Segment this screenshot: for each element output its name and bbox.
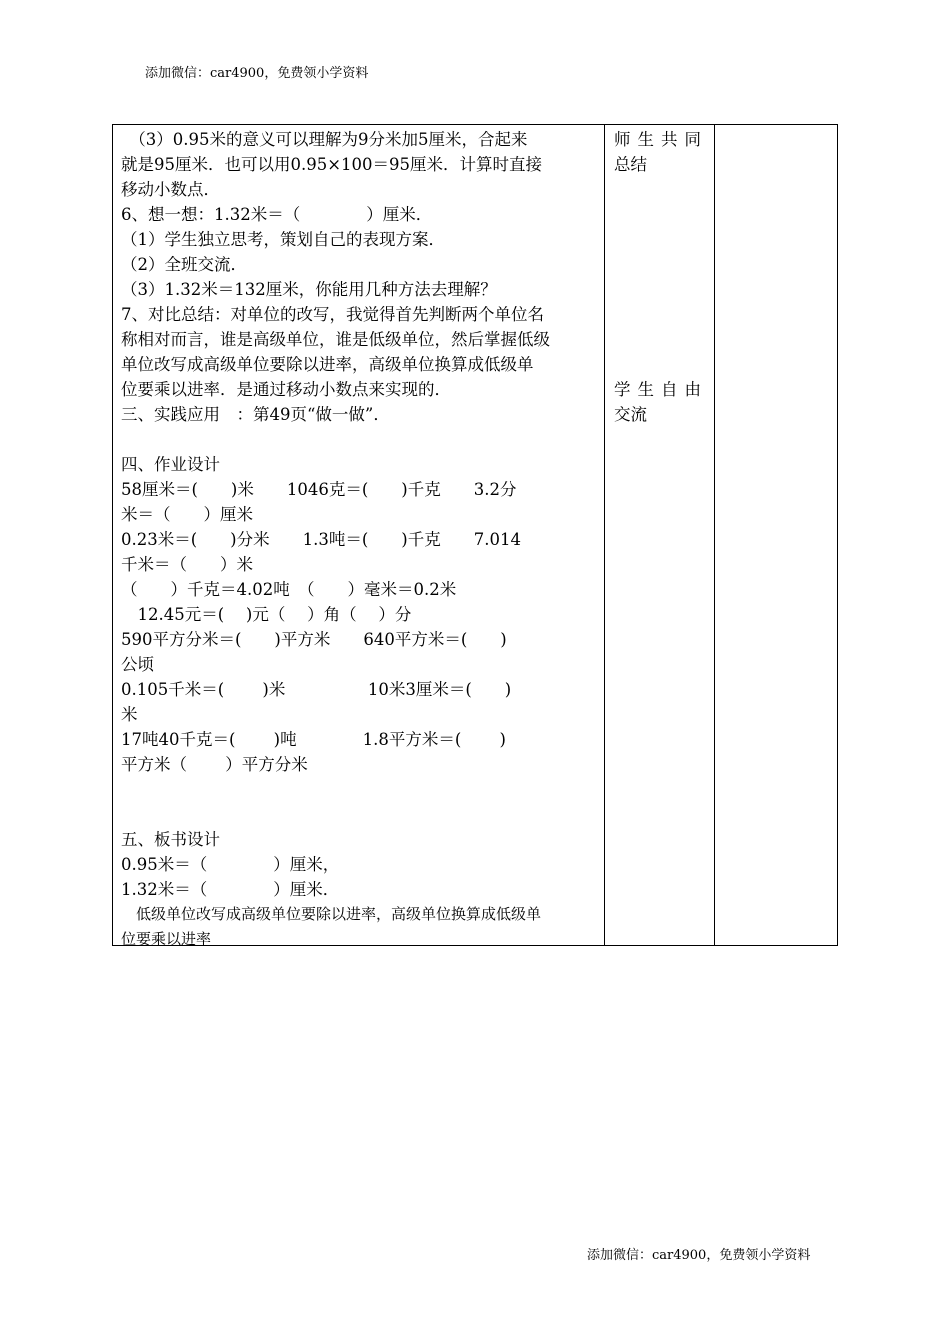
text-line: 平方米（ ）平方分米: [121, 755, 308, 774]
text-line: 位要乘以进率．是通过移动小数点来实现的．: [121, 380, 451, 399]
text-line: 低级单位改写成高级单位要除以进率，高级单位换算成低级单: [121, 905, 542, 923]
column-divider-1: [604, 125, 605, 945]
text-line: 米: [121, 705, 138, 724]
text-line: 就是95厘米．也可以用0.95×100＝95厘米．计算时直接: [121, 155, 543, 174]
text-line: （1）学生独立思考，策划自己的表现方案．: [121, 230, 445, 249]
text-line: [121, 802, 601, 827]
activity-summary-line-2: 总结: [614, 155, 647, 174]
text-line: [121, 427, 601, 452]
text-line: 三、实践应用 ：第49页“做一做”．: [121, 405, 390, 424]
text-line: 590平方分米＝( )平方米 640平方米＝( ): [121, 630, 507, 649]
text-line: 6、想一想：1.32米＝（ ）厘米．: [121, 205, 433, 224]
text-line: [121, 777, 601, 802]
lesson-plan-table: [112, 124, 838, 946]
activity-exchange-line-2: 交流: [614, 405, 647, 424]
teaching-process-column: [121, 127, 601, 952]
activity-spacer: [614, 177, 710, 377]
activity-exchange-line-1: 学生自由: [614, 380, 708, 399]
footer-note: 添加微信：car4900，免费领小学资料: [587, 1248, 811, 1263]
text-line: 五、板书设计: [121, 830, 220, 849]
text-line: （3）0.95米的意义可以理解为9分米加5厘米，合起来: [121, 130, 528, 149]
text-line: 58厘米＝( )米 1046克＝( )千克 3.2分: [121, 480, 517, 499]
text-line: 移动小数点．: [121, 180, 220, 199]
text-line: 1.32米＝（ ）厘米．: [121, 880, 340, 899]
text-line: （ ）千克＝4.02吨 （ ）毫米＝0.2米: [121, 580, 457, 599]
text-line: 四、作业设计: [121, 455, 220, 474]
student-activity-column: [614, 127, 710, 427]
text-line: 0.23米＝( )分米 1.3吨＝( )千克 7.014: [121, 530, 521, 549]
header-note: 添加微信：car4900，免费领小学资料: [145, 66, 369, 81]
text-line: 12.45元＝( )元（ ）角（ ）分: [121, 605, 412, 624]
text-line: 单位改写成高级单位要除以进率，高级单位换算成低级单: [121, 355, 534, 374]
text-line: 7、对比总结：对单位的改写，我觉得首先判断两个单位名: [121, 305, 544, 324]
text-line: 17吨40千克＝( )吨 1.8平方米＝( ): [121, 730, 506, 749]
text-line: 千米＝（ ）米: [121, 555, 253, 574]
text-line: （3）1.32米＝132厘米，你能用几种方法去理解？: [121, 280, 497, 299]
activity-summary-line-1: 师生共同: [614, 130, 708, 149]
notes-column: [715, 125, 837, 945]
text-line: 位要乘以进率: [121, 930, 212, 948]
text-line: 称相对而言，谁是高级单位，谁是低级单位，然后掌握低级: [121, 330, 550, 349]
text-line: 0.95米＝（ ）厘米，: [121, 855, 340, 874]
text-line: （2）全班交流．: [121, 255, 247, 274]
text-line: 米＝（ ）厘米: [121, 505, 253, 524]
text-line: 公顷: [121, 655, 154, 674]
text-line: 0.105千米＝( )米 10米3厘米＝( ): [121, 680, 512, 699]
